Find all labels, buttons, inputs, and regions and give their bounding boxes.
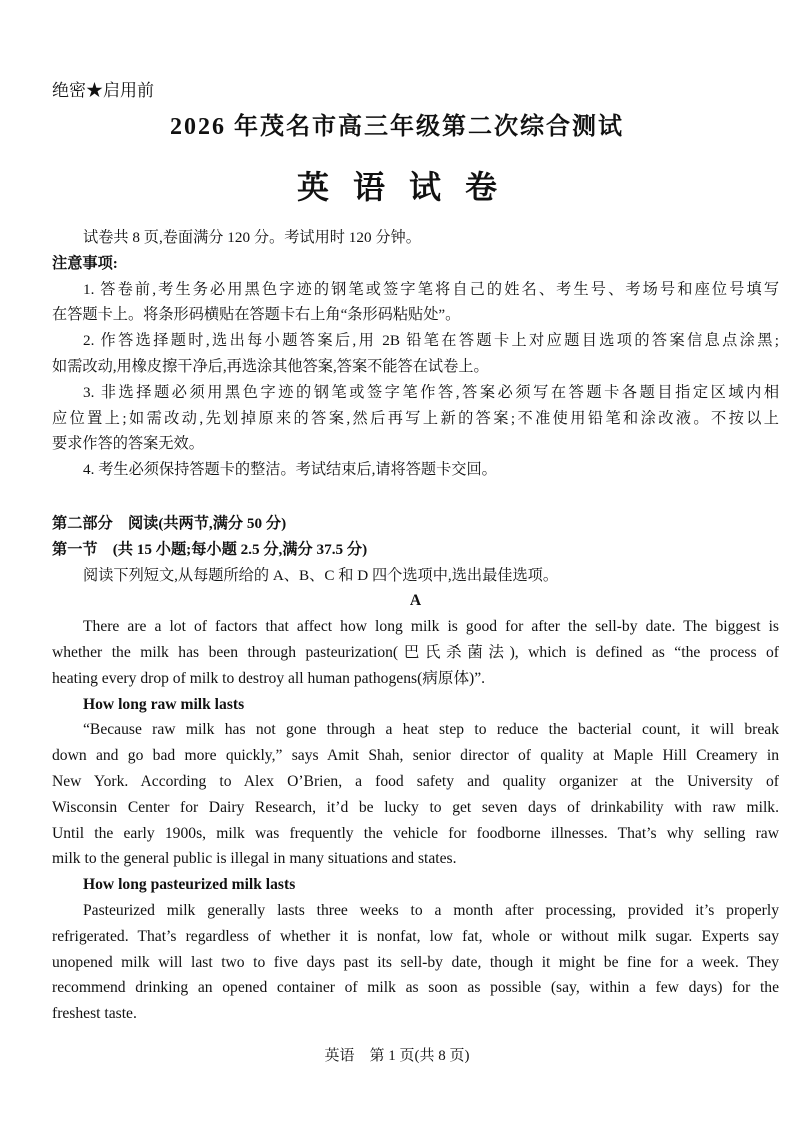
notice-line: 2. 作答选择题时,选出每小题答案后,用 2B 铅笔在答题卡上对应题目选项的答案信息点涂黑; — [83, 332, 779, 350]
passage-line: Until the early 1900s, milk was frequently the vehicle for foodborne illnesses. That’s why selling raw — [52, 824, 779, 842]
spacer — [52, 483, 779, 511]
subsection-heading: 第一节 (共 15 小题;每小题 2.5 分,满分 37.5 分) — [52, 540, 368, 558]
part-heading: 第二部分 阅读(共两节,满分 50 分) — [52, 514, 287, 532]
passage-line: unopened milk will last two to five days past its sell-by date, though it might be fine for a week. They — [52, 953, 779, 971]
notice-line: 4. 考生必须保持答题卡的整洁。考试结束后,请将答题卡交回。 — [83, 461, 497, 479]
notice-line: 要求作答的答案无效。 — [52, 435, 204, 453]
notice-line: 如需改动,用橡皮擦干净后,再选涂其他答案,答案不能答在试卷上。 — [52, 357, 489, 375]
passage-line: whether the milk has been through pasteurization(巴氏杀菌法), which is defined as “the process of — [52, 643, 779, 661]
notice-line: 在答题卡上。将条形码横贴在答题卡右上角“条形码粘贴处”。 — [52, 306, 461, 324]
notice-heading: 注意事项: — [52, 254, 118, 272]
passage-line: down and go bad more quickly,” says Amit Shah, senior director of quality at Maple Hill Creamery in — [52, 747, 779, 765]
passage-label: A — [409, 592, 422, 610]
passage-line: milk to the general public is illegal in many situations and states. — [52, 850, 457, 868]
passage-line: Wisconsin Center for Dairy Research, it’d be lucky to get seven days of drinkability with raw milk. — [52, 798, 779, 816]
subject-title: 英语试卷 — [296, 169, 521, 205]
passage-line: freshest taste. — [52, 1005, 137, 1023]
passage-line: “Because raw milk has not gone through a heat step to reduce the bacterial count, it will break — [83, 721, 779, 739]
passage-subheading: How long pasteurized milk lasts — [83, 876, 296, 894]
document-body — [52, 225, 779, 1027]
passage-subheading: How long raw milk lasts — [83, 695, 245, 713]
passage-line: refrigerated. That’s regardless of whether it is nonfat, low fat, whole or without milk sugar. Experts say — [52, 927, 779, 945]
notice-line: 应位置上;如需改动,先划掉原来的答案,然后再写上新的答案;不准使用铅笔和涂改液。不按以上 — [52, 409, 779, 427]
passage-line: recommend drinking an opened container of milk as soon as possible (say, within a few days) for the — [52, 979, 779, 997]
confidential-label: 绝密★启用前 — [52, 81, 154, 100]
notice-line: 3. 非选择题必须用黑色字迹的钢笔或签字笔作答,答案必须写在答题卡各题目指定区域内相 — [83, 383, 779, 401]
page-footer: 英语 第 1 页(共 8 页) — [324, 1048, 470, 1064]
instruction-text: 阅读下列短文,从每题所给的 A、B、C 和 D 四个选项中,选出最佳选项。 — [83, 566, 559, 584]
exam-summary: 试卷共 8 页,卷面满分 120 分。考试用时 120 分钟。 — [83, 229, 421, 246]
exam-title: 2026 年茂名市高三年级第二次综合测试 — [170, 114, 624, 140]
passage-line: New York. According to Alex O’Brien, a food safety and quality organizer at the University of — [52, 772, 779, 790]
passage-line: There are a lot of factors that affect how long milk is good for after the sell-by date. The biggest is — [83, 618, 779, 636]
passage-line: heating every drop of milk to destroy all human pathogens(病原体)”. — [52, 669, 486, 687]
notice-line: 1. 答卷前,考生务必用黑色字迹的钢笔或签字笔将自己的姓名、考生号、考场号和座位号填写 — [83, 280, 779, 298]
passage-line: Pasteurized milk generally lasts three weeks to a month after processing, provided it’s properly — [83, 901, 779, 919]
